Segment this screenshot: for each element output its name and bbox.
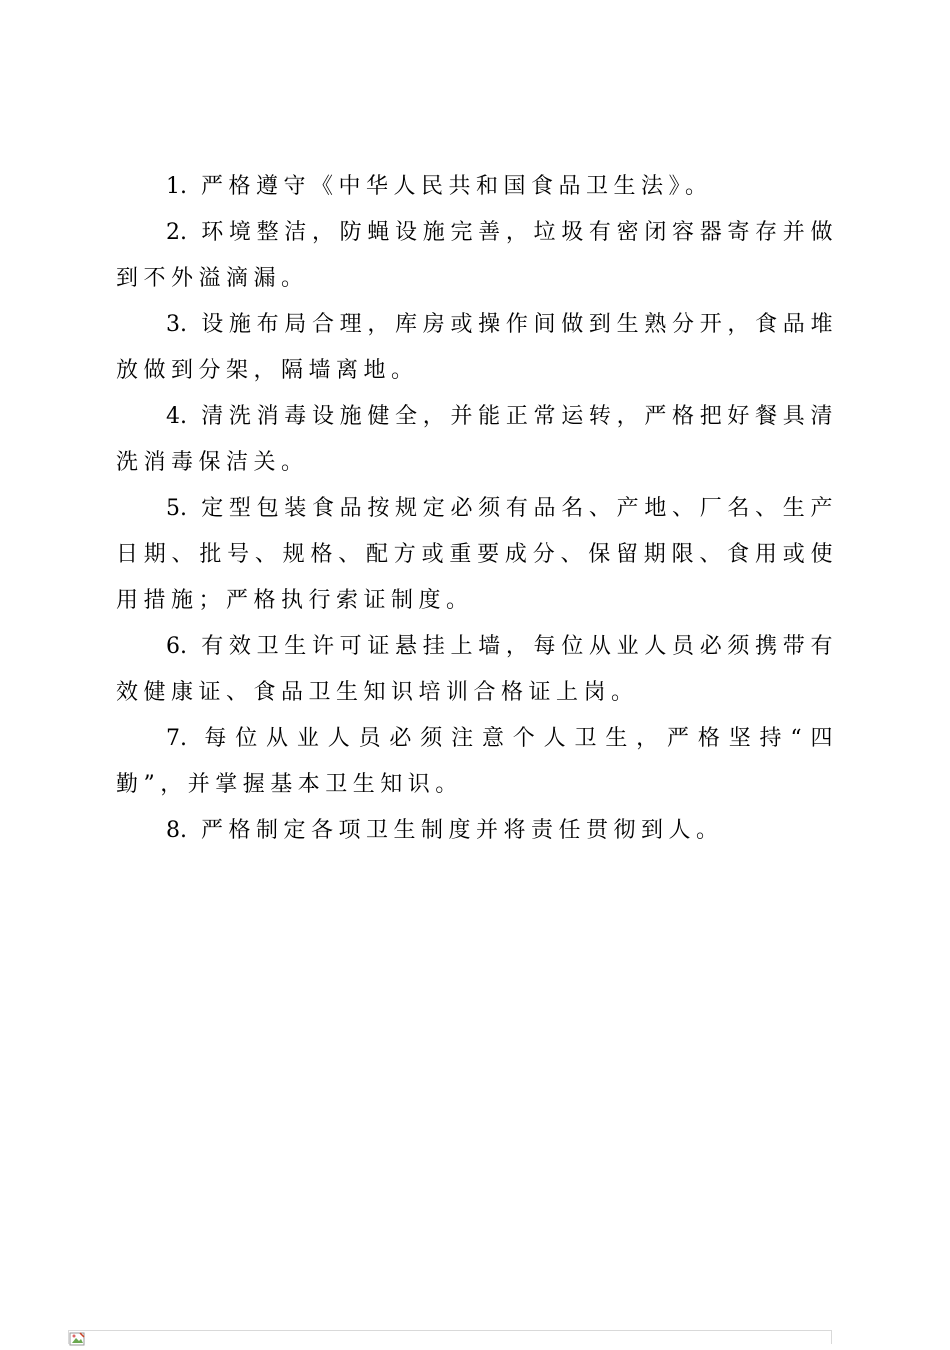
item-number: 4. [166,404,187,429]
list-item [116,716,838,808]
list-item [116,210,838,302]
list-item [116,302,838,394]
item-text: 有效卫生许可证悬挂上墙，每位从业人员必须携带有效健康证、食品卫生知识培训合格证上岗。 [116,634,838,705]
item-number: 1. [166,174,187,199]
item-number: 3. [166,312,187,337]
item-text: 清洗消毒设施健全，并能正常运转，严格把好餐具清洗消毒保洁关。 [116,404,838,475]
list-item [116,164,838,210]
item-text: 定型包装食品按规定必须有品名、产地、厂名、生产日期、批号、规格、配方或重要成分、保留期限、食用或使用措施；严格执行索证制度。 [116,496,838,613]
item-number: 2. [166,220,187,245]
item-number: 8. [166,818,187,843]
item-number: 6. [166,634,187,659]
item-text: 严格遵守《中华人民共和国食品卫生法》。 [201,174,713,199]
item-number: 7. [166,726,187,751]
item-text: 严格制定各项卫生制度并将责任贯彻到人。 [201,818,724,843]
list-item [116,808,838,854]
list-item [116,394,838,486]
document-body [116,164,838,854]
item-text: 设施布局合理，库房或操作间做到生熟分开，食品堆放做到分架，隔墙离地。 [116,312,838,383]
list-item [116,486,838,624]
item-number: 5. [166,496,187,521]
item-text: 环境整洁，防蝇设施完善，垃圾有密闭容器寄存并做到不外溢滴漏。 [116,220,838,291]
footer-image-frame [68,1330,832,1344]
list-item [116,624,838,716]
broken-image-icon [69,1331,87,1345]
item-text: 每位从业人员必须注意个人卫生，严格坚持“四勤”，并掌握基本卫生知识。 [116,726,838,797]
